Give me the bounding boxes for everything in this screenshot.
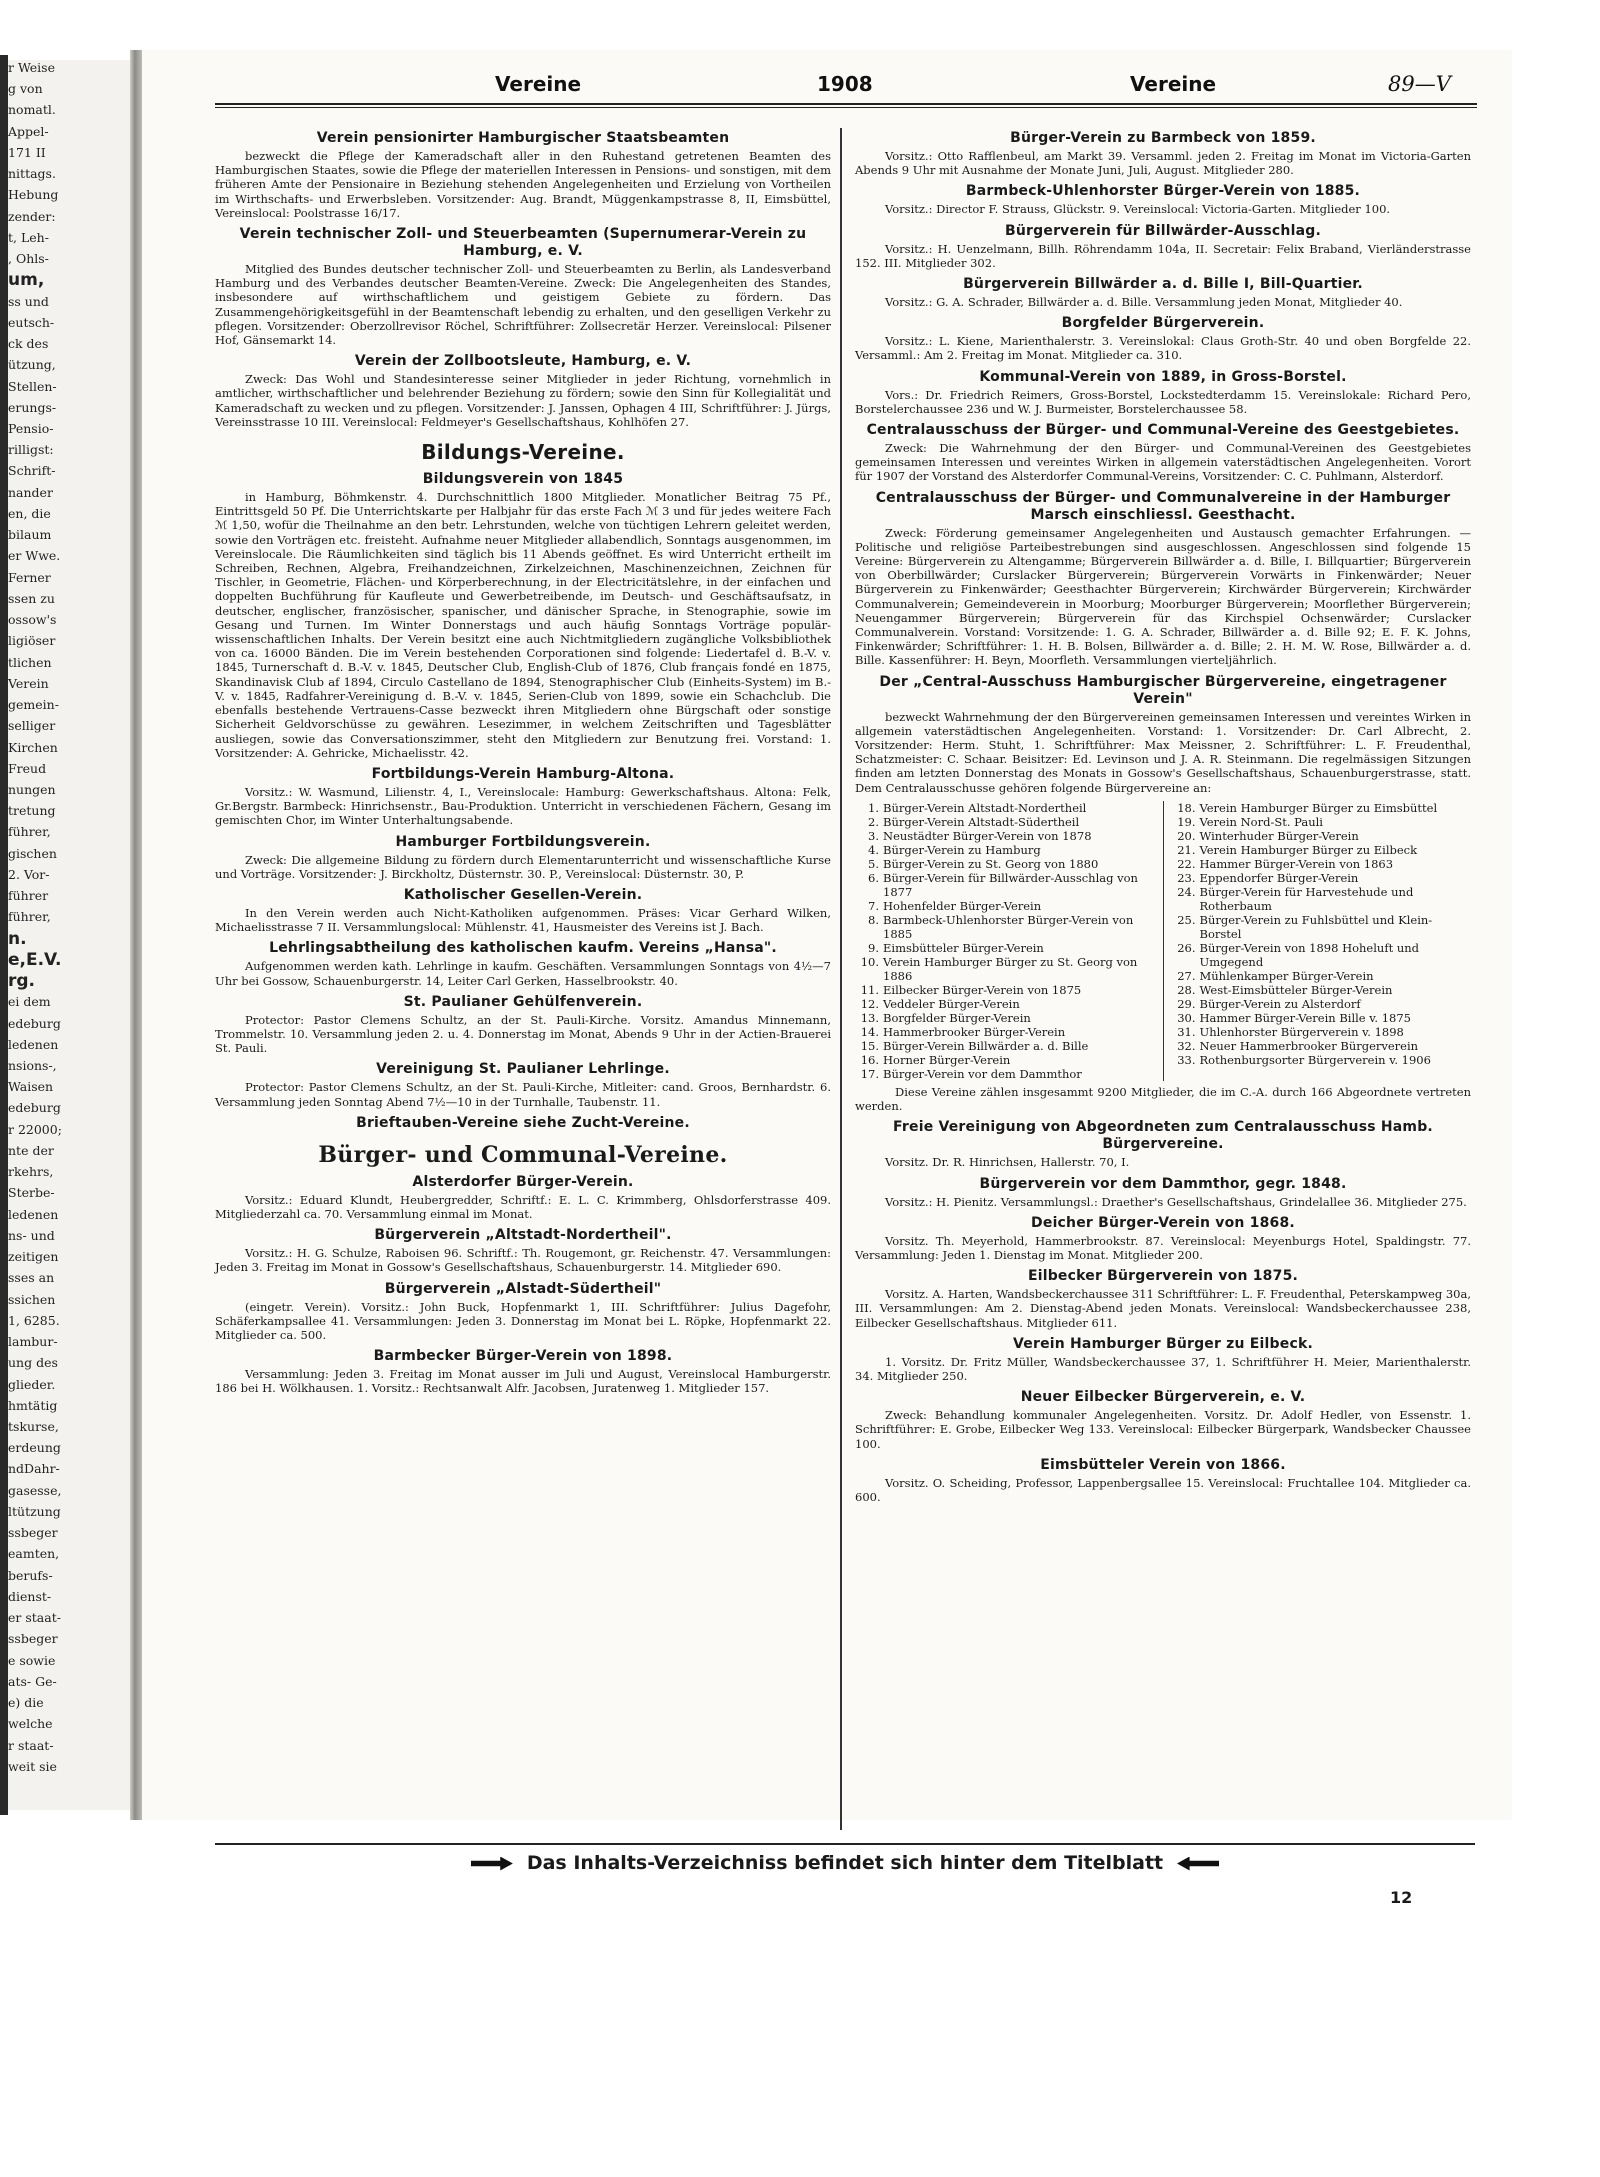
member-list-item bbox=[855, 899, 1155, 913]
entry-title: Bürgerverein vor dem Dammthor, gegr. 1848. bbox=[979, 1175, 1347, 1192]
previous-page-text: t, Leh- bbox=[8, 230, 49, 245]
association-entry bbox=[215, 1174, 831, 1221]
previous-page-text: führer, bbox=[8, 909, 51, 924]
entry-text: Protector: Pastor Clemens Schultz, an der St. Pauli-Kirche. Vorsitz. Amandus Minnemann, Trommelstr. 10. Versammlung jeden 2. u. 4. Donnerstag im Monat, Abends 9 Uhr in der Actien-Brauerei St. Pauli. bbox=[215, 1012, 831, 1056]
association-entry bbox=[855, 1215, 1471, 1262]
member-list-item bbox=[1172, 969, 1472, 983]
member-list-label: Bürger-Verein für Harvestehude und Rotherbaum bbox=[1199, 884, 1414, 913]
entry-title: Freie Vereinigung von Abgeordneten zum Centralausschuss Hamb. Bürgervereine. bbox=[893, 1119, 1433, 1153]
member-list-number: 5. bbox=[868, 856, 879, 871]
member-list-number: 18. bbox=[1177, 800, 1196, 815]
association-entry bbox=[215, 471, 831, 760]
member-list-label: Eimsbütteler Bürger-Verein bbox=[883, 940, 1044, 955]
member-list-number: 26. bbox=[1177, 940, 1196, 955]
member-list-number: 12. bbox=[860, 996, 879, 1011]
previous-page-text: , Ohls- bbox=[8, 251, 49, 266]
previous-page-text: Sterbe- bbox=[8, 1185, 55, 1200]
entry-title: Lehrlingsabtheilung des katholischen kaufm. Vereins „Hansa". bbox=[269, 940, 777, 957]
entry-text: In den Verein werden auch Nicht-Katholiken aufgenommen. Präses: Vicar Gerhard Wilken, Michaelisstrasse 7 II. Versammlungslocal: Mühlenstr. 41, Hausmeister des Vereins ist J. Bach. bbox=[215, 905, 831, 935]
entry-title: Bürger-Verein zu Barmbeck von 1859. bbox=[1010, 130, 1316, 146]
member-list-number: 17. bbox=[860, 1066, 879, 1081]
previous-page-text: erungs- bbox=[8, 400, 57, 415]
column-divider bbox=[840, 128, 842, 1830]
previous-page-text: gischen bbox=[8, 846, 57, 861]
previous-page-text: ats- Ge- bbox=[8, 1674, 57, 1689]
header-rule bbox=[215, 103, 1477, 105]
association-entry bbox=[855, 183, 1471, 216]
member-list-number: 23. bbox=[1177, 870, 1196, 885]
entry-title: Verein technischer Zoll- und Steuerbeamten (Supernumerar-Verein zu Hamburg, e. V. bbox=[239, 226, 807, 260]
previous-page-text: tlichen bbox=[8, 655, 52, 670]
entry-title: Verein der Zollbootsleute, Hamburg, e. V. bbox=[354, 353, 692, 370]
previous-page-text: um, bbox=[8, 270, 45, 290]
member-list-number: 21. bbox=[1177, 842, 1196, 857]
member-list-item bbox=[1172, 983, 1472, 997]
association-entry bbox=[215, 353, 831, 429]
member-list-item bbox=[1172, 1039, 1472, 1053]
header-rule-thin bbox=[215, 107, 1477, 108]
previous-page-text: er staat- bbox=[8, 1610, 61, 1625]
member-list-item bbox=[855, 1025, 1155, 1039]
member-list-number: 22. bbox=[1177, 856, 1196, 871]
member-list-label: Verein Nord-St. Pauli bbox=[1199, 814, 1323, 829]
entry-text: Vorsitz. O. Scheiding, Professor, Lappenbergsallee 15. Vereinslocal: Fruchtallee 104. Mitglieder ca. 600. bbox=[855, 1475, 1471, 1504]
previous-page-text: Hebung bbox=[8, 187, 59, 202]
entry-text: Vorsitz.: Otto Rafflenbeul, am Markt 39. Versamml. jeden 2. Freitag im Monat im Victoria-Garten Abends 9 Uhr mit Ausnahme der Monate Juni, Juli, August. Mitglieder 280. bbox=[855, 149, 1471, 178]
previous-page-text: weit sie bbox=[8, 1759, 57, 1774]
previous-page-text: hmtätig bbox=[8, 1398, 58, 1413]
entry-text: Vorsitz. Th. Meyerhold, Hammerbrookstr. 87. Vereinslocal: Meyenburgs Hotel, Spaldingstr. 77. Versammlung: Jeden 1. Dienstag im Monat. Mitglieder 200. bbox=[855, 1233, 1471, 1262]
member-list-item bbox=[855, 1039, 1155, 1053]
member-list-number: 30. bbox=[1177, 1010, 1196, 1025]
entry-title: Hamburger Fortbildungsverein. bbox=[395, 833, 651, 850]
previous-page-text: welche bbox=[8, 1716, 53, 1731]
association-entry bbox=[215, 1061, 831, 1108]
previous-page-text: ssbeger bbox=[8, 1525, 58, 1540]
member-list-number: 27. bbox=[1177, 968, 1196, 983]
previous-page-text: nomatl. bbox=[8, 102, 56, 117]
member-list-item bbox=[1172, 997, 1472, 1011]
member-list-item bbox=[1172, 1025, 1472, 1039]
previous-page-text: 171 II bbox=[8, 145, 46, 160]
member-list-number: 19. bbox=[1177, 814, 1196, 829]
previous-page-text: Pensio- bbox=[8, 421, 54, 436]
previous-page-text: gemein- bbox=[8, 697, 59, 712]
previous-page-text: führer bbox=[8, 888, 49, 903]
previous-page-text: lambur- bbox=[8, 1334, 58, 1349]
member-list-label: Bürger-Verein zu St. Georg von 1880 bbox=[883, 856, 1099, 871]
entry-text: Vorsitz.: Eduard Klundt, Heubergredder, Schriftf.: E. L. C. Krimmberg, Ohlsdorferstrasse 409. Mitgliederzahl ca. 70. Versammlung einmal im Monat. bbox=[215, 1192, 831, 1221]
section-heading: Bürger- und Communal-Vereine. bbox=[318, 1141, 728, 1168]
previous-page-text: Verein bbox=[8, 676, 49, 691]
previous-page-text: eamten, bbox=[8, 1546, 60, 1561]
previous-page-text: rilligst: bbox=[8, 442, 54, 457]
entry-title: Der „Central-Ausschuss Hamburgischer Bürgervereine, eingetragener Verein" bbox=[879, 673, 1447, 707]
previous-page-text: ltützung bbox=[8, 1504, 61, 1519]
association-entry bbox=[215, 1227, 831, 1274]
member-list-item bbox=[1172, 1011, 1472, 1025]
previous-page-text: nte der bbox=[8, 1143, 54, 1158]
member-list-item bbox=[855, 857, 1155, 871]
member-list-item bbox=[855, 843, 1155, 857]
member-list-number: 10. bbox=[860, 954, 879, 969]
entry-text: Vorsitz.: W. Wasmund, Lilienstr. 4, I., Vereinslocale: Hamburg: Gewerkschaftshaus. Altona: Felk, Gr.Bergstr. Barmbeck: Hinrichsenstr., Bau-Produktion. Unterricht in verschiedenen Fächern, Gesang im gemischten Chor, im Winter Unterhaltungsabende. bbox=[215, 784, 831, 828]
previous-page-text: ss und bbox=[8, 294, 49, 309]
previous-page-text: berufs- bbox=[8, 1568, 53, 1583]
member-list-label: Borgfelder Bürger-Verein bbox=[883, 1010, 1031, 1025]
association-entry bbox=[215, 1115, 831, 1132]
member-list-number: 9. bbox=[868, 940, 879, 955]
previous-page-text: en, die bbox=[8, 506, 51, 521]
previous-page-text: ck des bbox=[8, 336, 49, 351]
entry-title: Bürgerverein „Altstadt-Nordertheil". bbox=[374, 1227, 672, 1244]
member-list-number: 15. bbox=[860, 1038, 879, 1053]
member-list-item bbox=[855, 1011, 1155, 1025]
entry-text: Protector: Pastor Clemens Schultz, an der St. Pauli-Kirche, Mitleiter: cand. Groos, Bernhardstr. 6. Versammlung jeden Sonntag Abend 7½—10 in der Turnhalle, Taubenstr. 11. bbox=[215, 1080, 831, 1109]
previous-page-text: e) die bbox=[8, 1695, 44, 1710]
header-page-number: 89—V bbox=[1388, 72, 1451, 96]
entry-title: Bildungsverein von 1845 bbox=[422, 471, 624, 488]
footer-text: Das Inhalts-Verzeichniss befindet sich hinter dem Titelblatt bbox=[526, 1852, 1164, 1874]
previous-page-text: Kirchen bbox=[8, 740, 58, 755]
member-list-item bbox=[855, 997, 1155, 1011]
association-entry bbox=[855, 276, 1471, 309]
previous-page-text: edeburg bbox=[8, 1100, 61, 1115]
member-list-label: West-Eimsbütteler Bürger-Verein bbox=[1199, 982, 1393, 997]
previous-page-text: nsions-, bbox=[8, 1058, 57, 1073]
previous-page-text: glieder. bbox=[8, 1377, 56, 1392]
member-list-label: Veddeler Bürger-Verein bbox=[883, 996, 1020, 1011]
member-list-col-2 bbox=[1172, 801, 1472, 1081]
right-column-entries bbox=[855, 130, 1471, 795]
previous-page-text: ligiöser bbox=[8, 633, 56, 648]
previous-page-text: rkehrs, bbox=[8, 1164, 54, 1179]
member-list-label: Bürger-Verein vor dem Dammthor bbox=[883, 1066, 1082, 1081]
previous-page-text: gasesse, bbox=[8, 1483, 62, 1498]
entry-title: Neuer Eilbecker Bürgerverein, e. V. bbox=[1020, 1389, 1306, 1406]
member-list-label: Neustädter Bürger-Verein von 1878 bbox=[883, 828, 1092, 843]
member-list-number: 29. bbox=[1177, 996, 1196, 1011]
member-list-item bbox=[855, 1053, 1155, 1067]
entry-text: Vors.: Dr. Friedrich Reimers, Gross-Borstel, Lockstedterdamm 15. Vereinslokale: Richard Pero, Borstelerchaussee 236 und W. J. Burmeister, Borstelerchaussee 58. bbox=[855, 387, 1471, 416]
footer-notice bbox=[215, 1852, 1475, 1874]
right-column bbox=[855, 128, 1471, 1510]
entry-text: Zweck: Förderung gemeinsamer Angelegenheiten und Austausch gemachter Erfahrungen. — Politische und religiöse Parteibestrebungen sind ausgeschlossen. Angeschlossen sind folgende 15 Vereine: Bürgerverein zu Altengamme; Bürgerverein Billwärder a. d. Bille, I. Billquartier; Bürgerverein von Oberbillwärder; Curslacker Bürgerverein; Bürgerverein Vorwärts in Finkenwärder; Neuer Bürgerverein zu Finkenwärder; Geesthachter Bürgerverein; Kirchwärder Bürgerverein; Kirchwärder Communalverein; Gemeindeverein in Moorburg; Moorburger Bürgerverein; Moorflether Bürgerverein; Neuengammer Bürgerverein; Bürgerverein für das Kirchspiel Ochsenwärder; Curslacker Communalverein. Vorstand: Vorsitzende: 1. G. A. Schrader, Billwärder a. d. Bille 92; E. F. K. Johns, Finkenwärder; Schriftführer: 1. H. B. Bolsen, Billwärder a. d. Bille; 2. H. M. W. Rose, Billwärder a. d. Bille. Kassenführer: H. Beyn, Moorfleth. Versammlungen vierteljährlich. bbox=[855, 525, 1471, 668]
member-list-label: Bürger-Verein Altstadt-Südertheil bbox=[883, 814, 1080, 829]
member-list-number: 8. bbox=[868, 912, 879, 927]
previous-page-text: ledenen bbox=[8, 1037, 59, 1052]
member-list-item bbox=[1172, 1053, 1472, 1067]
association-entry bbox=[215, 940, 831, 987]
previous-page-text: ützung, bbox=[8, 357, 56, 372]
member-list-label: Hammerbrooker Bürger-Verein bbox=[883, 1024, 1066, 1039]
previous-page-text: ssbeger bbox=[8, 1631, 58, 1646]
entry-title: Centralausschuss der Bürger- und Communal-Vereine des Geestgebietes. bbox=[866, 422, 1460, 439]
association-entry bbox=[215, 226, 831, 347]
entry-text: Vorsitz.: L. Kiene, Marienthalerstr. 3. Vereinslokal: Claus Groth-Str. 40 und oben Borgfelde 22. Versamml.: Am 2. Freitag im Monat. Mitglieder ca. 310. bbox=[855, 334, 1471, 363]
entry-title: Fortbildungs-Verein Hamburg-Altona. bbox=[371, 765, 675, 782]
previous-page-text: nungen bbox=[8, 782, 56, 797]
member-list-number: 1. bbox=[868, 800, 879, 815]
pointing-hand-icon bbox=[1177, 1857, 1219, 1871]
previous-page-text: bilaum bbox=[8, 527, 52, 542]
member-list-label: Bürger-Verein von 1898 Hoheluft und Umgegend bbox=[1199, 940, 1420, 969]
previous-page-text: Freud bbox=[8, 761, 47, 776]
member-list-label: Eilbecker Bürger-Verein von 1875 bbox=[883, 982, 1082, 997]
previous-page-text: ssichen bbox=[8, 1292, 56, 1307]
member-list-item bbox=[1172, 941, 1472, 969]
previous-page-text: er Wwe. bbox=[8, 548, 61, 563]
member-list-label: Barmbeck-Uhlenhorster Bürger-Verein von 1885 bbox=[883, 912, 1134, 941]
member-list-number: 4. bbox=[868, 842, 879, 857]
header-left-title: Vereine bbox=[495, 72, 582, 96]
member-list-label: Uhlenhorster Bürgerverein v. 1898 bbox=[1199, 1024, 1404, 1039]
association-entry bbox=[215, 994, 831, 1056]
previous-page-text: ndDahr- bbox=[8, 1461, 60, 1476]
association-entry bbox=[855, 1389, 1471, 1451]
member-list-label: Bürger-Verein für Billwärder-Ausschlag von 1877 bbox=[883, 870, 1138, 899]
entry-text: Mitglied des Bundes deutscher technischer Zoll- und Steuerbeamten zu Berlin, als Landesverband Hamburg und des Verbandes deutscher Beamten-Vereine. Zweck: Die Angelegenheiten des Standes, insbesondere auf wirthschaftlichem und geistigem Gebiete zu fördern. Das Zusammengehörigkeitsgefühl in der Beamtenschaft lebendig zu erhalten, und den geselligen Verkehr zu pflegen. Vorsitzender: Oberzollrevisor Röchel, Schriftführer: Zollsecretär Herzer. Vereinslocal: Pilsener Hof, Gänsemarkt 14. bbox=[215, 262, 831, 348]
member-list-item bbox=[1172, 857, 1472, 871]
association-entry bbox=[855, 674, 1471, 795]
previous-page-text: Schrift- bbox=[8, 463, 56, 478]
association-entry bbox=[855, 369, 1471, 416]
entry-text: Aufgenommen werden kath. Lehrlinge in kaufm. Geschäften. Versammlungen Sonntags von 4½—7 Uhr bei Gossow, Schauenburgerstr. 14, Leiter Carl Gerken, Hasselbrookstr. 40. bbox=[215, 959, 831, 988]
entry-text: bezweckt die Pflege der Kameradschaft aller in den Ruhestand getretenen Beamten des Hamburgischen Staates, sowie die Pflege der materiellen Interessen in Pensions- und sonstigen, mit dem früheren Amte der Pensionaire in Beziehung stehenden Angelegenheiten und Erzielung von Vortheilen im Wirthschafts- und Erwerbsleben. Vorsitzender: Aug. Brandt, Müggenkampstrasse 8, II, Eimsbüttel, Vereinslocal: Poolstrasse 16/17. bbox=[215, 149, 831, 220]
entry-title: Bürgerverein „Alstadt-Südertheil" bbox=[384, 1280, 662, 1297]
member-list-label: Verein Hamburger Bürger zu Eimsbüttel bbox=[1199, 800, 1438, 815]
entry-text: Zweck: Das Wohl und Standesinteresse seiner Mitglieder in jeder Richtung, vornehmlich in amtlicher, wirthschaftlicher und belehrender Beziehung zu fördern; sowie den Sinn für Kollegialität und Kameradschaft zu wecken und zu pflegen. Vorsitzender: J. Janssen, Ophagen 4 III, Schriftführer: J. Jürgs, Vereinsstrasse 10 III. Vereinslocal: Feldmeyer's Gesellschaftshaus, Kohlhöfen 27. bbox=[215, 372, 831, 429]
member-list-item bbox=[855, 829, 1155, 843]
entry-title: Verein pensionirter Hamburgischer Staatsbeamten bbox=[316, 130, 730, 146]
member-list-number: 16. bbox=[860, 1052, 879, 1067]
member-list-number: 14. bbox=[860, 1024, 879, 1039]
member-list-label: Hohenfelder Bürger-Verein bbox=[883, 898, 1042, 913]
footer-rule bbox=[215, 1843, 1475, 1845]
entry-title: Centralausschuss der Bürger- und Communalvereine in der Hamburger Marsch einschliessl. Geesthacht. bbox=[875, 489, 1451, 523]
entry-title: Bürgerverein Billwärder a. d. Bille I, Bill-Quartier. bbox=[963, 276, 1363, 293]
previous-page-text: ns- und bbox=[8, 1228, 55, 1243]
member-list-item bbox=[855, 871, 1155, 899]
signature-number: 12 bbox=[1390, 1888, 1413, 1907]
association-entry bbox=[855, 1268, 1471, 1330]
member-list-number: 25. bbox=[1177, 912, 1196, 927]
member-list-number: 7. bbox=[868, 898, 879, 913]
previous-page-text: Appel- bbox=[8, 124, 49, 139]
previous-page-text: nittags. bbox=[8, 166, 56, 181]
previous-page-text: e sowie bbox=[8, 1653, 56, 1668]
member-list-label: Hammer Bürger-Verein von 1863 bbox=[1199, 856, 1394, 871]
entry-title: Kommunal-Verein von 1889, in Gross-Borstel. bbox=[979, 368, 1347, 385]
entry-text: Vorsitz.: H. Uenzelmann, Billh. Röhrendamm 104a, II. Secretair: Felix Braband, Vierländerstrasse 152. III. Mitglieder 302. bbox=[855, 241, 1471, 270]
association-entry bbox=[855, 422, 1471, 484]
previous-page-text: eutsch- bbox=[8, 315, 55, 330]
left-column bbox=[215, 128, 831, 1402]
entry-text: Zweck: Die Wahrnehmung der den Bürger- und Communal-Vereinen des Geestgebietes gemeinsamen Interessen und vereintes Wirken in allgemein vaterstädtischen Angelegenheiten. Vorort für 1907 der Vorstand des Alsterdorfer Communal-Vereins, Vorsitzender: C. C. Puhlmann, Alsterdorf. bbox=[855, 441, 1471, 484]
previous-page-text: n. bbox=[8, 929, 27, 949]
previous-page-text: Ferner bbox=[8, 570, 51, 585]
member-list-number: 24. bbox=[1177, 884, 1196, 899]
entry-text: 1. Vorsitz. Dr. Fritz Müller, Wandsbeckerchaussee 37, 1. Schriftführer H. Meier, Marienthalerstr. 34. Mitglieder 250. bbox=[855, 1354, 1471, 1383]
member-list-item bbox=[855, 983, 1155, 997]
member-list-label: Hammer Bürger-Verein Bille v. 1875 bbox=[1199, 1010, 1411, 1025]
association-entry bbox=[215, 766, 831, 828]
previous-page-text: g von bbox=[8, 81, 43, 96]
member-list-item bbox=[855, 815, 1155, 829]
member-list-number: 11. bbox=[860, 982, 879, 997]
member-list-item bbox=[855, 913, 1155, 941]
previous-page-text: r staat- bbox=[8, 1738, 54, 1753]
association-entry bbox=[215, 130, 831, 220]
member-list-number: 31. bbox=[1177, 1024, 1196, 1039]
association-entry bbox=[855, 130, 1471, 177]
entry-title: Bürgerverein für Billwärder-Ausschlag. bbox=[1005, 222, 1321, 239]
member-list-note: Diese Vereine zählen insgesammt 9200 Mitglieder, die im C.-A. durch 166 Abgeordnete vertreten werden. bbox=[855, 1084, 1471, 1114]
entry-text: Vorsitz.: H. Pienitz. Versammlungsl.: Draether's Gesellschaftshaus, Grindelallee 36. Mitglieder 275. bbox=[885, 1194, 1467, 1209]
previous-page-text: selliger bbox=[8, 718, 56, 733]
entry-text: Zweck: Behandlung kommunaler Angelegenheiten. Vorsitz. Dr. Adolf Hedler, von Essenstr. 1. Schriftführer: E. Grobe, Eilbecker Weg 133. Vereinslocal: Eilbecker Bürgerpark, Wandsbecker Chaussee 100. bbox=[855, 1408, 1471, 1451]
entry-text: Versammlung: Jeden 3. Freitag im Monat ausser im Juli und August, Vereinslocal Hamburgerstr. 186 bei H. Wölkhausen. 1. Vorsitz.: Rechtsanwalt Alfr. Jacobsen, Juratenweg 1. Mitglieder 157. bbox=[215, 1367, 831, 1396]
member-list-item bbox=[855, 1067, 1155, 1081]
previous-page-fragment bbox=[8, 60, 130, 1810]
member-list-col-1 bbox=[855, 801, 1164, 1081]
member-list-item bbox=[1172, 815, 1472, 829]
member-list-number: 20. bbox=[1177, 828, 1196, 843]
previous-page-text: zeitigen bbox=[8, 1249, 59, 1264]
binding-edge bbox=[0, 55, 8, 1815]
member-list-label: Horner Bürger-Verein bbox=[883, 1052, 1011, 1067]
previous-page-text: 1, 6285. bbox=[8, 1313, 60, 1328]
page-edge bbox=[1512, 50, 1600, 1820]
member-list-item bbox=[1172, 843, 1472, 857]
association-entry bbox=[215, 1348, 831, 1395]
member-list-number: 2. bbox=[868, 814, 879, 829]
entry-text: in Hamburg, Böhmkenstr. 4. Durchschnittlich 1800 Mitglieder. Monatlicher Beitrag 75 Pf., Eintrittsgeld 50 Pf. Die Unterrichtskarte per Halbjahr für das erste Fach ℳ 3 und für jedes weitere Fach ℳ 1,50, wofür die Theilnahme an den betr. Lehrstunden, welche von tüchtigen Lehrern geleitet werden, sowie den Vorträgen etc. freisteht. Aufnahme neuer Mitglieder allabendlich, Sonntags ausgenommen, im Vereinslocale. Die Räumlichkeiten sind täglich bis 11 Abends geöffnet. Es wird Unterricht ertheilt im Schreiben, Rechnen, Algebra, Freihandzeichnen, Zirkelzeichnen, Maschinenzeichnen, Zeichnen für Tischler, in Geometrie, Flächen- und Körperberechnung, in der Electricitätslehre, in der einfachen und doppelten Buchführung für Kaufleute und Gewerbetreibende, im Deutsch- und Geschäftsaufsatz, in deutscher, englischer, französischer, spanischer, und dänischer Sprache, in Stenographie, sowie im Gesang und Turnen. Im Winter Donnerstags und auch häufig Sonntags Vorträge populär-wissenschaftlichen Inhalts. Der Verein besitzt eine auch Nichtmitgliedern zugängliche Volksbibliothek von ca. 16000 Bänden. Die im Verein bestehenden Corporationen sind folgende: Liedertafel d. B.-V. v. 1845, Turnerschaft d. B.-V. v. 1845, Deutscher Club, English-Club of 1876, Club français fondé en 1875, Skandinavisk Club af 1894, Circulo Castellano de 1894, Stenographischer Club (Einheits-System) im B.-V. v. 1845, Radfahrer-Vereinigung d. B.-V. v. 1845, Serien-Club von 1899, sowie ein Schachclub. Die ebenfalls bestehende Vertrauens-Casse bezweckt ihren Mitgliedern ohne Bürgschaft oder sonstige Sicherheit Geldvorschüsse zu gewähren. Lesezimmer, in welchem Zeitschriften und Tagesblätter ausliegen, sowie das Conversationszimmer, steht den Mitgliedern zur Benutzung frei. Vorstand: 1. Vorsitzender: A. Gehricke, Michaelisstr. 42. bbox=[215, 490, 831, 760]
entry-text: (eingetr. Verein). Vorsitz.: John Buck, Hopfenmarkt 1, III. Schriftführer: Julius Dagefohr, Schäferkampsallee 41. Versammlungen: Jeden 3. Donnerstag im Monat bei L. Röpke, Hopfenmarkt 22. Mitglieder ca. 500. bbox=[215, 1299, 831, 1342]
member-list-label: Verein Hamburger Bürger zu St. Georg von 1886 bbox=[883, 954, 1138, 983]
entry-title: Borgfelder Bürgerverein. bbox=[1061, 315, 1265, 332]
entry-text: Vorsitz.: Director F. Strauss, Glückstr. 9. Vereinslocal: Victoria-Garten. Mitglieder 100. bbox=[885, 202, 1391, 217]
entry-title: Alsterdorfer Bürger-Verein. bbox=[412, 1173, 634, 1190]
member-list-number: 28. bbox=[1177, 982, 1196, 997]
previous-page-text: e,E.V. bbox=[8, 950, 62, 970]
previous-page-text: ung des bbox=[8, 1355, 58, 1370]
previous-page-text: r Weise bbox=[8, 60, 55, 75]
member-list-item bbox=[1172, 801, 1472, 815]
association-entry bbox=[215, 887, 831, 934]
entry-title: Barmbecker Bürger-Verein von 1898. bbox=[373, 1348, 673, 1365]
association-entry bbox=[215, 834, 831, 881]
member-list-label: Bürger-Verein Altstadt-Nordertheil bbox=[883, 800, 1087, 815]
previous-page-text: Stellen- bbox=[8, 379, 57, 394]
entry-title: Vereinigung St. Paulianer Lehrlinge. bbox=[376, 1061, 670, 1078]
previous-page-text: tretung bbox=[8, 803, 56, 818]
association-entry bbox=[855, 223, 1471, 270]
previous-page-text: dienst- bbox=[8, 1589, 52, 1604]
member-list-item bbox=[855, 801, 1155, 815]
member-list-label: Verein Hamburger Bürger zu Eilbeck bbox=[1199, 842, 1418, 857]
previous-page-text: ossow's bbox=[8, 612, 57, 627]
book-gutter bbox=[130, 50, 142, 1820]
previous-page-text: 2. Vor- bbox=[8, 867, 50, 882]
previous-page-text: rg. bbox=[8, 971, 36, 991]
member-list-label: Eppendorfer Bürger-Verein bbox=[1199, 870, 1359, 885]
entry-title: Katholischer Gesellen-Verein. bbox=[403, 886, 643, 903]
entry-text: bezweckt Wahrnehmung der den Bürgervereinen gemeinsamen Interessen und vereintes Wirken in allgemein vaterstädtischen Angelegenheiten. Vorstand: 1. Vorsitzender: Dr. Carl Albrecht, 2. Vorsitzender: Herm. Stuht, 1. Schriftführer: Max Meissner, 2. Schriftführer: L. F. Freudenthal, Schatzmeister: C. Schaar. Beisitzer: Ed. Levinson und J. A. R. Steinmann. Die regelmässigen Sitzungen finden am letzten Donnerstag des Monats in Gossow's Gesellschaftshaus, Schauenburgerstrasse, statt. Dem Centralausschusse gehören folgende Bürgervereine an: bbox=[855, 709, 1471, 795]
entry-title: Eilbecker Bürgerverein von 1875. bbox=[1027, 1268, 1299, 1285]
member-list-label: Winterhuder Bürger-Verein bbox=[1199, 828, 1359, 843]
entry-title: Barmbeck-Uhlenhorster Bürger-Verein von 1885. bbox=[965, 183, 1361, 200]
previous-page-text: ssen zu bbox=[8, 591, 55, 606]
entry-title: Verein Hamburger Bürger zu Eilbeck. bbox=[1013, 1335, 1313, 1352]
header-right-title: Vereine bbox=[1130, 72, 1217, 96]
entry-title: Deicher Bürger-Verein von 1868. bbox=[1031, 1214, 1295, 1231]
entry-title: Eimsbütteler Verein von 1866. bbox=[1040, 1456, 1286, 1473]
previous-page-text: erdeung bbox=[8, 1440, 61, 1455]
member-list-label: Mühlenkamper Bürger-Verein bbox=[1199, 968, 1374, 983]
member-list-item bbox=[855, 955, 1155, 983]
member-list bbox=[855, 801, 1471, 1081]
member-list-label: Bürger-Verein zu Alsterdorf bbox=[1199, 996, 1361, 1011]
member-list-item bbox=[1172, 913, 1472, 941]
previous-page-text: nander bbox=[8, 485, 53, 500]
association-entry bbox=[855, 1336, 1471, 1383]
entry-text: Vorsitz.: G. A. Schrader, Billwärder a. d. Bille. Versammlung jeden Monat, Mitglieder 40. bbox=[885, 295, 1403, 310]
previous-page-text: führer, bbox=[8, 824, 51, 839]
previous-page-text: tskurse, bbox=[8, 1419, 59, 1434]
member-list-label: Neuer Hammerbrooker Bürgerverein bbox=[1199, 1038, 1419, 1053]
member-list-item bbox=[1172, 829, 1472, 843]
member-list-item bbox=[855, 941, 1155, 955]
member-list-number: 13. bbox=[860, 1010, 879, 1025]
previous-page-text: sses an bbox=[8, 1270, 55, 1285]
previous-page-text: ei dem bbox=[8, 994, 51, 1009]
association-entry bbox=[855, 1119, 1471, 1169]
member-list-label: Rothenburgsorter Bürgerverein v. 1906 bbox=[1199, 1052, 1431, 1067]
header-year: 1908 bbox=[817, 72, 873, 96]
member-list-number: 6. bbox=[868, 870, 879, 885]
association-entry bbox=[855, 490, 1471, 668]
member-list-item bbox=[1172, 871, 1472, 885]
member-list-item bbox=[1172, 885, 1472, 913]
member-list-number: 32. bbox=[1177, 1038, 1196, 1053]
association-entry bbox=[855, 1176, 1471, 1209]
member-list-number: 3. bbox=[868, 828, 879, 843]
association-entry bbox=[215, 1281, 831, 1343]
entry-title: Brieftauben-Vereine siehe Zucht-Vereine. bbox=[356, 1114, 690, 1131]
entry-text: Vorsitz. A. Harten, Wandsbeckerchaussee 311 Schriftführer: L. F. Freudenthal, Peterskampweg 30a, III. Versammlungen: Am 2. Dienstag-Abend jeden Monats. Vereinslocal: Wandsbeckerchaussee 238, Eilbecker Gesellschaftshaus. Mitglieder 611. bbox=[855, 1287, 1471, 1330]
previous-page-text: zender: bbox=[8, 209, 56, 224]
member-list-number: 33. bbox=[1177, 1052, 1196, 1067]
section-heading: Bildungs-Vereine. bbox=[421, 440, 625, 465]
member-list-label: Bürger-Verein zu Fuhlsbüttel und Klein-Borstel bbox=[1199, 912, 1433, 941]
member-list-label: Bürger-Verein Billwärder a. d. Bille bbox=[883, 1038, 1089, 1053]
entry-text: Vorsitz.: H. G. Schulze, Raboisen 96. Schriftf.: Th. Rougemont, gr. Reichenstr. 47. Versammlungen: Jeden 3. Freitag im Monat in Gossow's Gesellschaftshaus, Schauenburgerstr. 14. Mitglieder 690. bbox=[215, 1246, 831, 1275]
previous-page-text: ledenen bbox=[8, 1207, 59, 1222]
association-entry bbox=[855, 1457, 1471, 1504]
previous-page-text: Waisen bbox=[8, 1079, 54, 1094]
entry-title: St. Paulianer Gehülfenverein. bbox=[403, 993, 643, 1010]
previous-page-text: r 22000; bbox=[8, 1122, 62, 1137]
right-column-entries-2 bbox=[855, 1119, 1471, 1504]
pointing-hand-icon bbox=[471, 1857, 513, 1871]
member-list-label: Bürger-Verein zu Hamburg bbox=[883, 842, 1041, 857]
association-entry bbox=[855, 315, 1471, 362]
previous-page-text: edeburg bbox=[8, 1016, 61, 1031]
entry-text: Zweck: Die allgemeine Bildung zu fördern durch Elementarunterricht und wissenschaftliche Kurse und Vorträge. Vorsitzender: J. Birckholtz, Düsternstr. 30. P., Vereinslocal: Düsternstr. 30, P. bbox=[215, 852, 831, 881]
entry-text: Vorsitz. Dr. R. Hinrichsen, Hallerstr. 70, I. bbox=[885, 1155, 1130, 1170]
